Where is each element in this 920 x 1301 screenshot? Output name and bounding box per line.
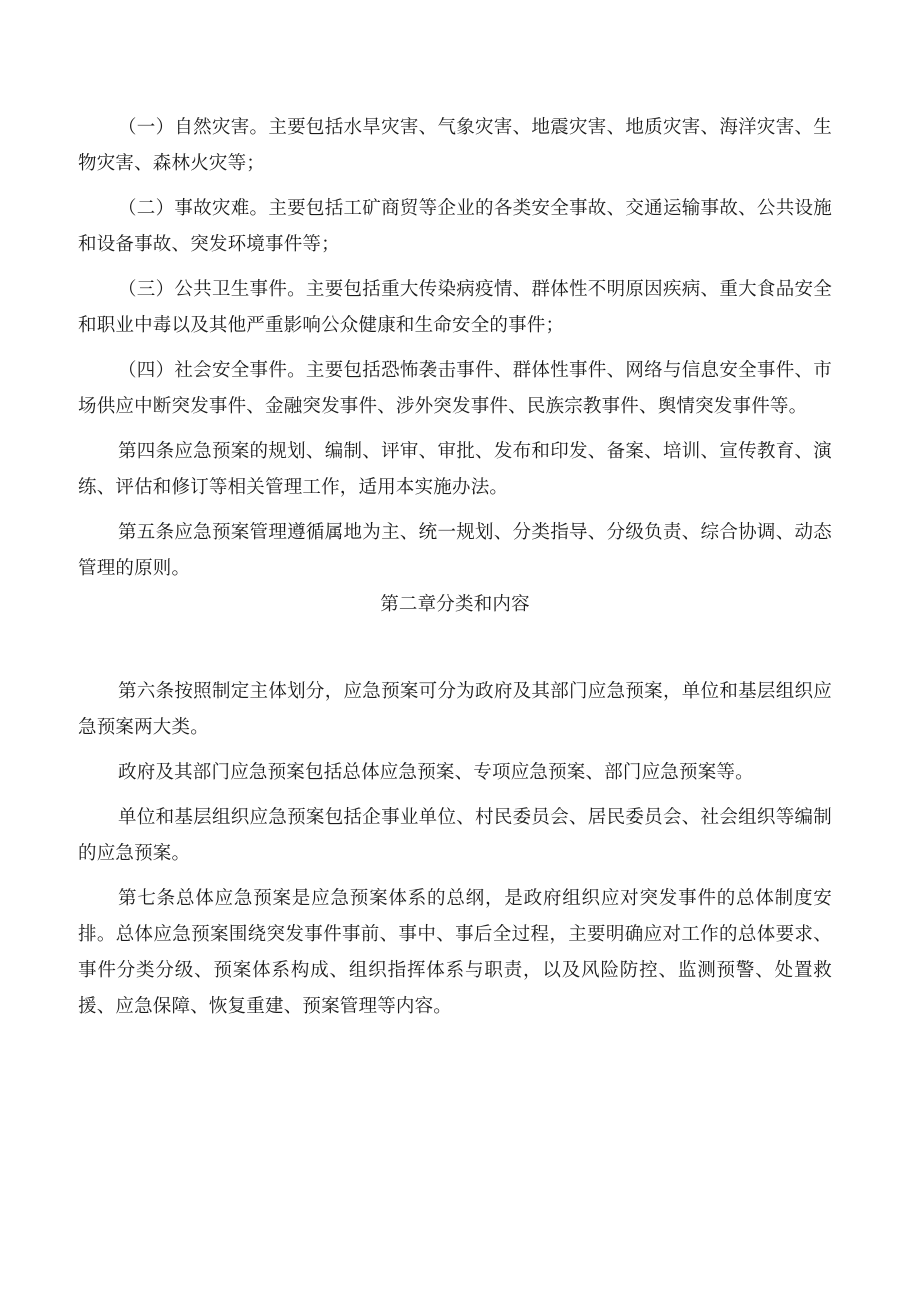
- paragraph-accidents: （二）事故灾难。主要包括工矿商贸等企业的各类安全事故、交通运输事故、公共设施和设备事故、突发环境事件等；: [78, 198, 832, 255]
- paragraph-unit-plans: 单位和基层组织应急预案包括企事业单位、村民委员会、居民委员会、社会组织等编制的应急预案。: [78, 807, 832, 864]
- paragraph-natural-disasters: （一）自然灾害。主要包括水旱灾害、气象灾害、地震灾害、地质灾害、海洋灾害、生物灾害、森林火灾等；: [78, 117, 832, 174]
- chapter-title: 第二章分类和内容: [380, 594, 530, 615]
- paragraph-government-plans: 政府及其部门应急预案包括总体应急预案、专项应急预案、部门应急预案等。: [118, 762, 754, 783]
- paragraph-article-6: 第六条按照制定主体划分，应急预案可分为政府及其部门应急预案，单位和基层组织应急预案两大类。: [78, 681, 832, 738]
- chapter-spacer: [78, 623, 832, 674]
- paragraph-public-health: （三）公共卫生事件。主要包括重大传染病疫情、群体性不明原因疾病、重大食品安全和职业中毒以及其他严重影响公众健康和生命安全的事件；: [78, 279, 832, 336]
- paragraph-article-5: 第五条应急预案管理遵循属地为主、统一规划、分类指导、分级负责、综合协调、动态管理的原则。: [78, 522, 832, 579]
- paragraph-article-7: 第七条总体应急预案是应急预案体系的总纲，是政府组织应对突发事件的总体制度安排。总体应急预案围绕突发事件事前、事中、事后全过程，主要明确应对工作的总体要求、事件分类分级、预案体系构成、组织指挥体系与职责，以及风险防控、监测预警、处置救援、应急保障、恢复重建、预案管理等内容。: [78, 888, 832, 1017]
- paragraph-article-4: 第四条应急预案的规划、编制、评审、审批、发布和印发、备案、培训、宣传教育、演练、评估和修订等相关管理工作，适用本实施办法。: [78, 441, 832, 498]
- paragraph-social-security: （四）社会安全事件。主要包括恐怖袭击事件、群体性事件、网络与信息安全事件、市场供应中断突发事件、金融突发事件、涉外突发事件、民族宗教事件、舆情突发事件等。: [78, 360, 832, 417]
